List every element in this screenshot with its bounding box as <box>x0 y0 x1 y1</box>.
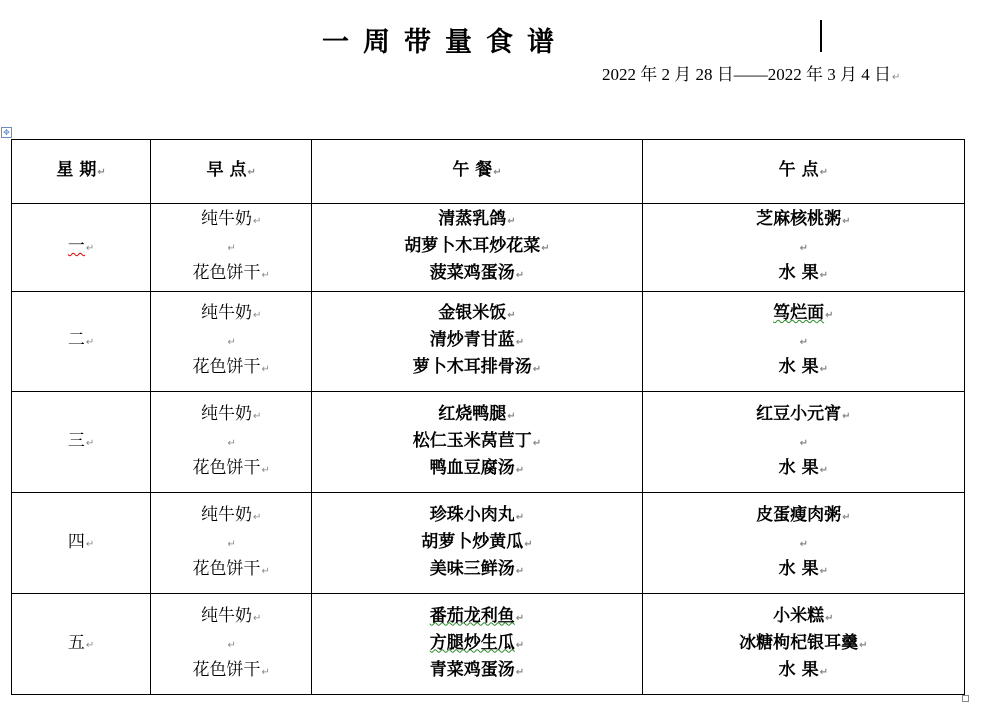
paragraph-mark-icon: ↵ <box>842 216 851 227</box>
breakfast-cell <box>151 292 312 392</box>
menu-item: 笃烂面↵ <box>773 303 834 323</box>
menu-item: 花色饼干↵ <box>192 457 270 478</box>
header-lunch: 午 餐↵ <box>312 140 642 204</box>
lunch-cell <box>312 204 642 292</box>
table-resize-handle[interactable] <box>962 695 969 702</box>
paragraph-mark-icon: ↵ <box>799 337 809 348</box>
paragraph-mark-icon: ↵ <box>85 538 95 550</box>
menu-item: 红豆小元宵↵ <box>756 403 851 424</box>
menu-item: 清蒸乳鸽↵ <box>438 209 516 229</box>
paragraph-mark-icon: ↵ <box>261 464 270 476</box>
paragraph-mark-icon: ↵ <box>85 337 95 348</box>
menu-item <box>643 234 964 261</box>
paragraph-mark-icon: ↵ <box>819 666 828 678</box>
menu-item: 水 果↵ <box>778 357 828 377</box>
menu-item: 花色饼干↵ <box>192 357 270 377</box>
weekday-cell <box>12 204 151 292</box>
breakfast-cell <box>151 594 312 695</box>
menu-item: 花色饼干↵ <box>192 659 270 680</box>
lunch-cell <box>312 493 642 594</box>
menu-item: 番茄龙利鱼↵ <box>429 605 525 626</box>
menu-item: 金银米饭↵ <box>438 303 516 323</box>
menu-item <box>151 234 311 261</box>
menu-item: 美味三鲜汤↵ <box>429 558 525 579</box>
paragraph-mark-icon: ↵ <box>227 437 236 449</box>
paragraph-mark-icon: ↵ <box>253 310 262 321</box>
paragraph-mark-icon: ↵ <box>253 216 262 227</box>
header-snack: 午 点↵ <box>642 140 964 204</box>
weekday-label: 一 <box>67 236 85 256</box>
paragraph-mark-icon: ↵ <box>227 538 236 550</box>
weekday-cell <box>12 594 151 695</box>
paragraph-mark-icon: ↵ <box>825 612 834 624</box>
weekday-label: 五 <box>67 632 85 653</box>
breakfast-cell <box>151 493 312 594</box>
menu-item: 水 果↵ <box>778 263 828 283</box>
paragraph-mark-icon: ↵ <box>799 538 809 550</box>
paragraph-mark-icon: ↵ <box>532 437 542 449</box>
snack-cell <box>642 594 964 695</box>
snack-cell <box>642 292 964 392</box>
date-range <box>602 60 900 85</box>
menu-item: 方腿炒生瓜↵ <box>429 632 525 653</box>
snack-cell <box>642 204 964 292</box>
paragraph-mark-icon: ↵ <box>507 216 516 227</box>
paragraph-mark-icon: ↵ <box>515 612 525 624</box>
paragraph-mark-icon: ↵ <box>819 464 828 476</box>
breakfast-cell <box>151 392 312 493</box>
header-breakfast: 早 点↵ <box>151 140 312 204</box>
paragraph-mark-icon: ↵ <box>799 243 809 254</box>
menu-item: 花色饼干↵ <box>192 558 270 579</box>
menu-item: 胡萝卜木耳炒花菜↵ <box>404 236 550 256</box>
paragraph-mark-icon: ↵ <box>799 437 809 449</box>
menu-item: 水 果↵ <box>778 659 828 680</box>
paragraph-mark-icon: ↵ <box>261 364 270 375</box>
paragraph-mark-icon: ↵ <box>85 243 95 254</box>
header-weekday: 星 期↵ <box>12 140 151 204</box>
paragraph-mark-icon: ↵ <box>515 511 525 523</box>
table-row <box>12 493 965 594</box>
paragraph-mark-icon: ↵ <box>261 270 270 281</box>
weekday-label: 三 <box>67 430 85 451</box>
menu-item: 水 果↵ <box>778 457 828 478</box>
paragraph-mark-icon: ↵ <box>859 639 868 651</box>
paragraph-mark-icon: ↵ <box>515 464 525 476</box>
paragraph-mark-icon: ↵ <box>85 437 95 449</box>
document-title: 一周带量食谱 <box>322 27 568 58</box>
menu-item: 纯牛奶↵ <box>201 605 262 626</box>
lunch-cell <box>312 292 642 392</box>
menu-item: 纯牛奶↵ <box>201 504 262 525</box>
paragraph-mark-icon: ↵ <box>515 337 525 348</box>
menu-item: 纯牛奶↵ <box>201 209 262 229</box>
paragraph-mark-icon: ↵ <box>227 337 236 348</box>
paragraph-mark-icon: ↵ <box>507 310 516 321</box>
menu-item <box>151 429 311 456</box>
weekday-label: 二 <box>67 330 85 350</box>
lunch-cell <box>312 594 642 695</box>
weekday-cell <box>12 292 151 392</box>
table-move-handle-icon[interactable]: ✥ <box>1 127 12 138</box>
breakfast-cell <box>151 204 312 292</box>
table-header-row <box>12 140 965 204</box>
menu-item: 青菜鸡蛋汤↵ <box>429 659 525 680</box>
paragraph-mark-icon: ↵ <box>892 72 901 83</box>
paragraph-mark-icon: ↵ <box>515 565 525 577</box>
table-row <box>12 594 965 695</box>
menu-item <box>643 328 964 355</box>
menu-item: 鸭血豆腐汤↵ <box>429 457 525 478</box>
menu-item: 胡萝卜炒黄瓜↵ <box>421 531 533 552</box>
menu-item <box>643 530 964 557</box>
menu-item: 纯牛奶↵ <box>201 403 262 424</box>
menu-item: 芝麻核桃粥↵ <box>756 209 851 229</box>
paragraph-mark-icon: ↵ <box>85 639 95 651</box>
menu-item <box>151 328 311 355</box>
menu-item: 花色饼干↵ <box>192 263 270 283</box>
menu-item: 小米糕↵ <box>773 605 834 626</box>
paragraph-mark-icon: ↵ <box>819 364 828 375</box>
paragraph-mark-icon: ↵ <box>227 243 236 254</box>
date-range-text: 2022 年 2 月 28 日——2022 年 3 月 4 日 <box>602 65 891 84</box>
menu-item: 皮蛋瘦肉粥↵ <box>756 504 851 525</box>
menu-item <box>151 530 311 557</box>
menu-item: 菠菜鸡蛋汤↵ <box>429 263 525 283</box>
paragraph-mark-icon: ↵ <box>524 538 533 550</box>
menu-item: 珍珠小肉丸↵ <box>429 504 525 525</box>
paragraph-mark-icon: ↵ <box>515 639 525 651</box>
paragraph-mark-icon: ↵ <box>515 666 525 678</box>
paragraph-mark-icon: ↵ <box>253 410 262 422</box>
paragraph-mark-icon: ↵ <box>541 243 550 254</box>
table-row <box>12 392 965 493</box>
weekday-label: 四 <box>67 531 85 552</box>
menu-item: 清炒青甘蓝↵ <box>429 330 525 350</box>
paragraph-mark-icon: ↵ <box>253 612 262 624</box>
text-cursor <box>820 20 822 52</box>
snack-cell <box>642 392 964 493</box>
paragraph-mark-icon: ↵ <box>842 410 851 422</box>
snack-cell <box>642 493 964 594</box>
paragraph-mark-icon: ↵ <box>253 511 262 523</box>
menu-item <box>643 429 964 456</box>
paragraph-mark-icon: ↵ <box>261 565 270 577</box>
paragraph-mark-icon: ↵ <box>825 310 834 321</box>
menu-item: 纯牛奶↵ <box>201 303 262 323</box>
paragraph-mark-icon: ↵ <box>227 639 236 651</box>
menu-item: 水 果↵ <box>778 558 828 579</box>
paragraph-mark-icon: ↵ <box>515 270 525 281</box>
paragraph-mark-icon: ↵ <box>819 565 828 577</box>
menu-item <box>151 631 311 658</box>
table-row <box>12 292 965 392</box>
menu-item: 萝卜木耳排骨汤↵ <box>412 357 542 377</box>
paragraph-mark-icon: ↵ <box>507 410 516 422</box>
paragraph-mark-icon: ↵ <box>842 511 851 523</box>
weekday-cell <box>12 493 151 594</box>
paragraph-mark-icon: ↵ <box>532 364 542 375</box>
lunch-cell <box>312 392 642 493</box>
paragraph-mark-icon: ↵ <box>261 666 270 678</box>
menu-item: 松仁玉米莴苣丁↵ <box>412 430 542 451</box>
weekday-cell <box>12 392 151 493</box>
table-row <box>12 204 965 292</box>
menu-item: 冰糖枸杞银耳羹↵ <box>739 632 868 653</box>
paragraph-mark-icon: ↵ <box>819 270 828 281</box>
weekly-menu-table <box>11 139 965 695</box>
menu-item: 红烧鸭腿↵ <box>438 403 516 424</box>
